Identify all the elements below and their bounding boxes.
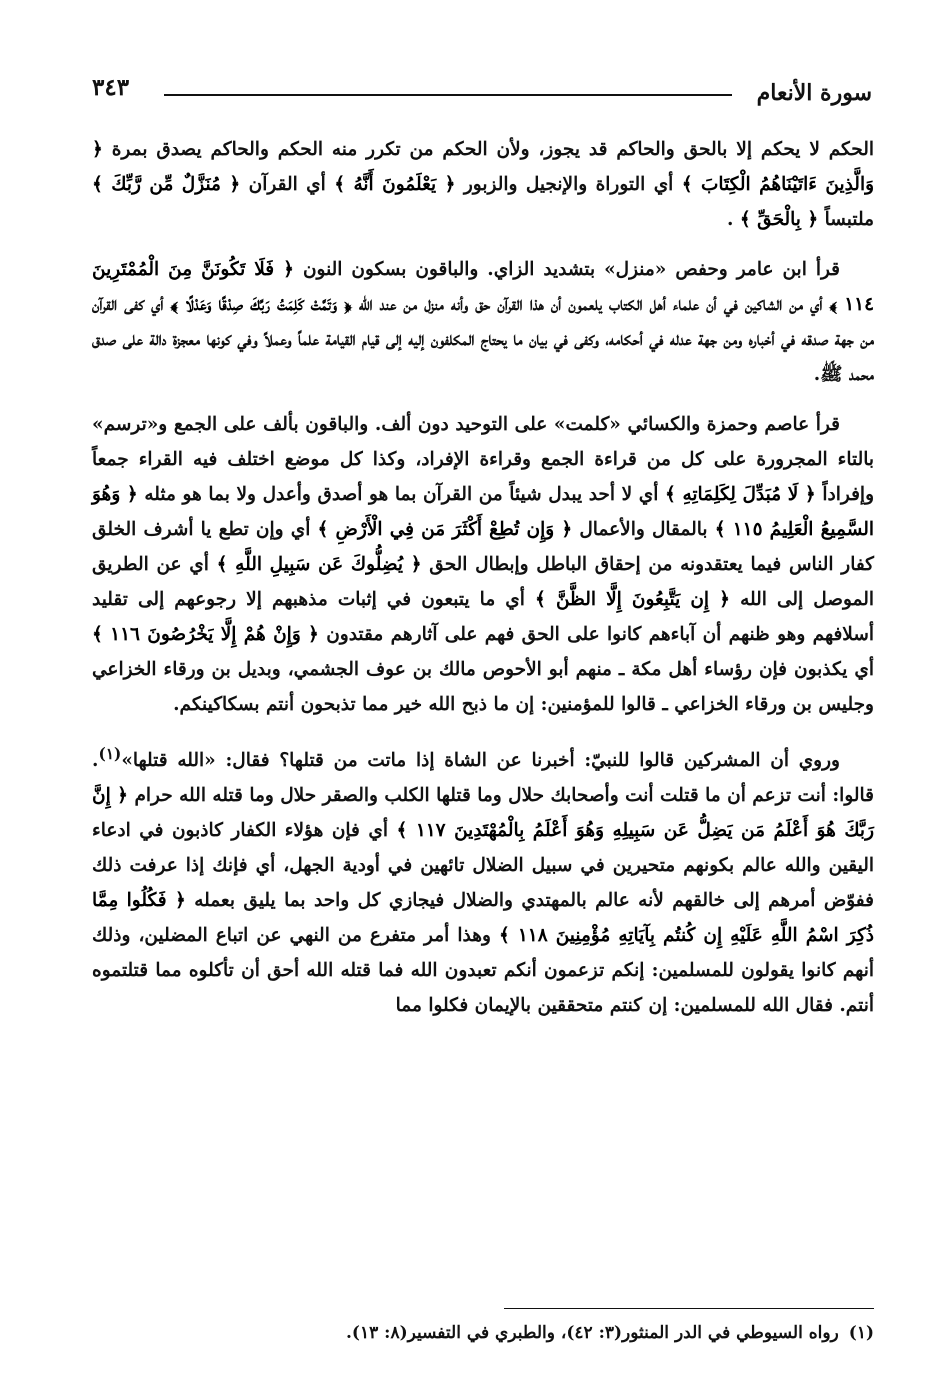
text-segment: بالمقال والأعمال bbox=[572, 519, 715, 540]
quran-verse: ﴿ وَتَمَّتْ كَلِمَتُ رَبِّكَ صِدْقًا وَعَدْلًا ﴾ bbox=[170, 294, 352, 315]
quran-verse: ﴿ فَكُلُوا مِمَّا ذُكِرَ اسْمُ اللَّهِ عَلَيْهِ إِن كُنتُم بِآيَاتِهِ مُؤْمِنِينَ ١١٨ ﴾ bbox=[92, 890, 874, 947]
page-header bbox=[92, 72, 872, 112]
text-segment: أي كفى القرآن من جهة صدقه في أخباره ومن جهة عدله في أحكامه، وكفى في بيان ما يحتاج المكلفون إليه إلى قيام القيامة علماً وعملاً وفي كونها معجزة دالة على صدق محمد ﷺ. bbox=[92, 294, 874, 385]
text-segment: ملتبساً bbox=[818, 209, 874, 230]
footnote bbox=[94, 1318, 874, 1348]
header-rule bbox=[164, 94, 732, 96]
text-segment: أي القرآن bbox=[240, 174, 335, 195]
footnote-rule bbox=[504, 1308, 874, 1309]
text-segment: أي ما يتبعون في إثبات مذهبهم إلا رجوعهم إلى تقليد أسلافهم وهو ظنهم أن آباءهم كانوا على الحق فهم على آثارهم مقتدون bbox=[92, 589, 874, 645]
paragraph-4 bbox=[92, 737, 874, 1023]
quran-verse: ﴿ إِنَّ رَبَّكَ هُوَ أَعْلَمُ مَن يَضِلُّ عَن سَبِيلِهِ وَهُوَ أَعْلَمُ بِالْمُهْتَدِينَ ١١٧ ﴾ bbox=[92, 785, 875, 842]
text-segment: قرأ عاصم وحمزة والكسائي «كلمت» على التوحيد دون ألف. والباقون بألف على الجمع و«ترسم» بالتاء المجرورة على كل من قراءة الجمع وقراءة الإفراد، وكذا كل موضع اختلف فيه القراء جمعاً وإفراداً bbox=[92, 414, 875, 505]
paragraph-3 bbox=[92, 407, 874, 722]
quran-verse: ﴿ يَعْلَمُونَ أَنَّهُ ﴾ bbox=[334, 174, 456, 195]
text-segment: الحكم لا يحكم إلا بالحق والحاكم قد يجوز، ولأن الحكم من تكرر منه الحكم والحاكم يصدق بمرة bbox=[102, 139, 874, 160]
text-segment: أي لا أحد يبدل شيئاً من القرآن بما هو أصدق وأعدل ولا بما هو مثله bbox=[137, 484, 666, 505]
text-segment: أي فإن هؤلاء الكفار كاذبون في ادعاء اليقين والله عالم بكونهم متحيرين في سبيل الضلال تائهين في أودية الجهل، أي فإنك إذا عرفت ذلك ففوّض أمرهم إلى خالقهم لأنه عالم بالمهتدي والضلال فيجازي كل واحد بما يليق بعمله bbox=[92, 820, 874, 912]
text-segment: . قالوا: أنت تزعم أن ما قتلت أنت وأصحابك حلال وما قتلها الكلب والصقر حلال وما قتله الله حرام bbox=[92, 750, 874, 807]
text-segment: أي وإن تطع يا أشرف الخلق كفار الناس فيما يعتقدونه من إحقاق الباطل وإبطال الحق bbox=[92, 519, 874, 575]
footnote-reference: (١) bbox=[98, 745, 122, 763]
text-segment: . bbox=[726, 209, 740, 230]
quran-verse: ﴿ فَلَا تَكُونَنَّ مِنَ الْمُمْتَرِينَ ١١٤ ﴾ bbox=[92, 259, 875, 315]
paragraph-1 bbox=[92, 132, 874, 237]
quran-verse: ﴿ يُضِلُّوكَ عَن سَبِيلِ اللَّهِ ﴾ bbox=[216, 554, 422, 575]
text-segment: أي التوراة والإنجيل والزبور bbox=[455, 174, 682, 195]
quran-verse: ﴿ إِن يَتَّبِعُونَ إِلَّا الظَّنَّ ﴾ bbox=[535, 589, 730, 610]
paragraph-2 bbox=[92, 252, 874, 392]
quran-verse: ﴿ وَهُوَ السَّمِيعُ الْعَلِيمُ ١١٥ ﴾ bbox=[92, 484, 874, 540]
text-segment: أي من الشاكين في أن علماء أهل الكتاب يلعمون أن هذا القرآن حق وأنه منزل من عند الله bbox=[351, 294, 830, 315]
surah-title: سورة الأنعام bbox=[756, 80, 872, 106]
quran-verse: ﴿ مُنَزَّلٌ مِّن رَّبِّكَ ﴾ bbox=[92, 174, 241, 195]
footnote-text: رواه السيوطي في الدر المنثور(٣: ٤٢)، والطبري في التفسير(٨: ١٣). bbox=[346, 1323, 839, 1343]
quran-verse: ﴿ بِالْحَقِّ ﴾ bbox=[739, 209, 819, 230]
quran-verse: ﴿ وَالَّذِينَ ءَاتَيْنَاهُمُ الْكِتَابَ ﴾ bbox=[92, 139, 875, 195]
quran-verse: ﴿ لَا مُبَدِّلَ لِكَلِمَاتِهِ ﴾ bbox=[665, 484, 816, 505]
text-segment: وروي أن المشركين قالوا للنبيّ: أخبرنا عن الشاة إذا ماتت من قتلها؟ فقال: «الله قتلها» bbox=[121, 750, 840, 772]
footnote-marker: (١) bbox=[848, 1323, 874, 1343]
text-segment: أي يكذبون فإن رؤساء أهل مكة ـ منهم أبو الأحوص مالك بن عوف الجشمي، وبديل بن ورقاء الخزاعي وجليس بن ورقاء الخزاعي ـ قالوا للمؤمنين: إن ما ذبح الله خير مما تذبحون أنتم بسكاكينكم. bbox=[92, 659, 874, 715]
text-segment: أي عن الطريق الموصل إلى الله bbox=[92, 554, 875, 610]
quran-verse: ﴿ وَإِن تُطِعْ أَكْثَرَ مَن فِي الْأَرْضِ ﴾ bbox=[317, 519, 573, 540]
body-text bbox=[92, 132, 874, 1038]
text-segment: وهذا أمر متفرع من النهي عن اتباع المضلين، وذلك أنهم كانوا يقولون للمسلمين: إنكم تزعمون أنكم تعبدون الله فما قتله الله أحق أن تأكلوه مما قتلتموه أنتم. فقال الله للمسلمين: إن كنتم متحققين بالإيمان فكلوا مما bbox=[92, 925, 874, 1017]
page-number: ٣٤٣ bbox=[92, 74, 130, 101]
quran-verse: ﴿ وَإِنْ هُمْ إِلَّا يَخْرُصُونَ ١١٦ ﴾ bbox=[92, 624, 319, 645]
text-segment: قرأ ابن عامر وحفص «منزل» بتشديد الزاي. والباقون بسكون النون bbox=[293, 259, 841, 280]
